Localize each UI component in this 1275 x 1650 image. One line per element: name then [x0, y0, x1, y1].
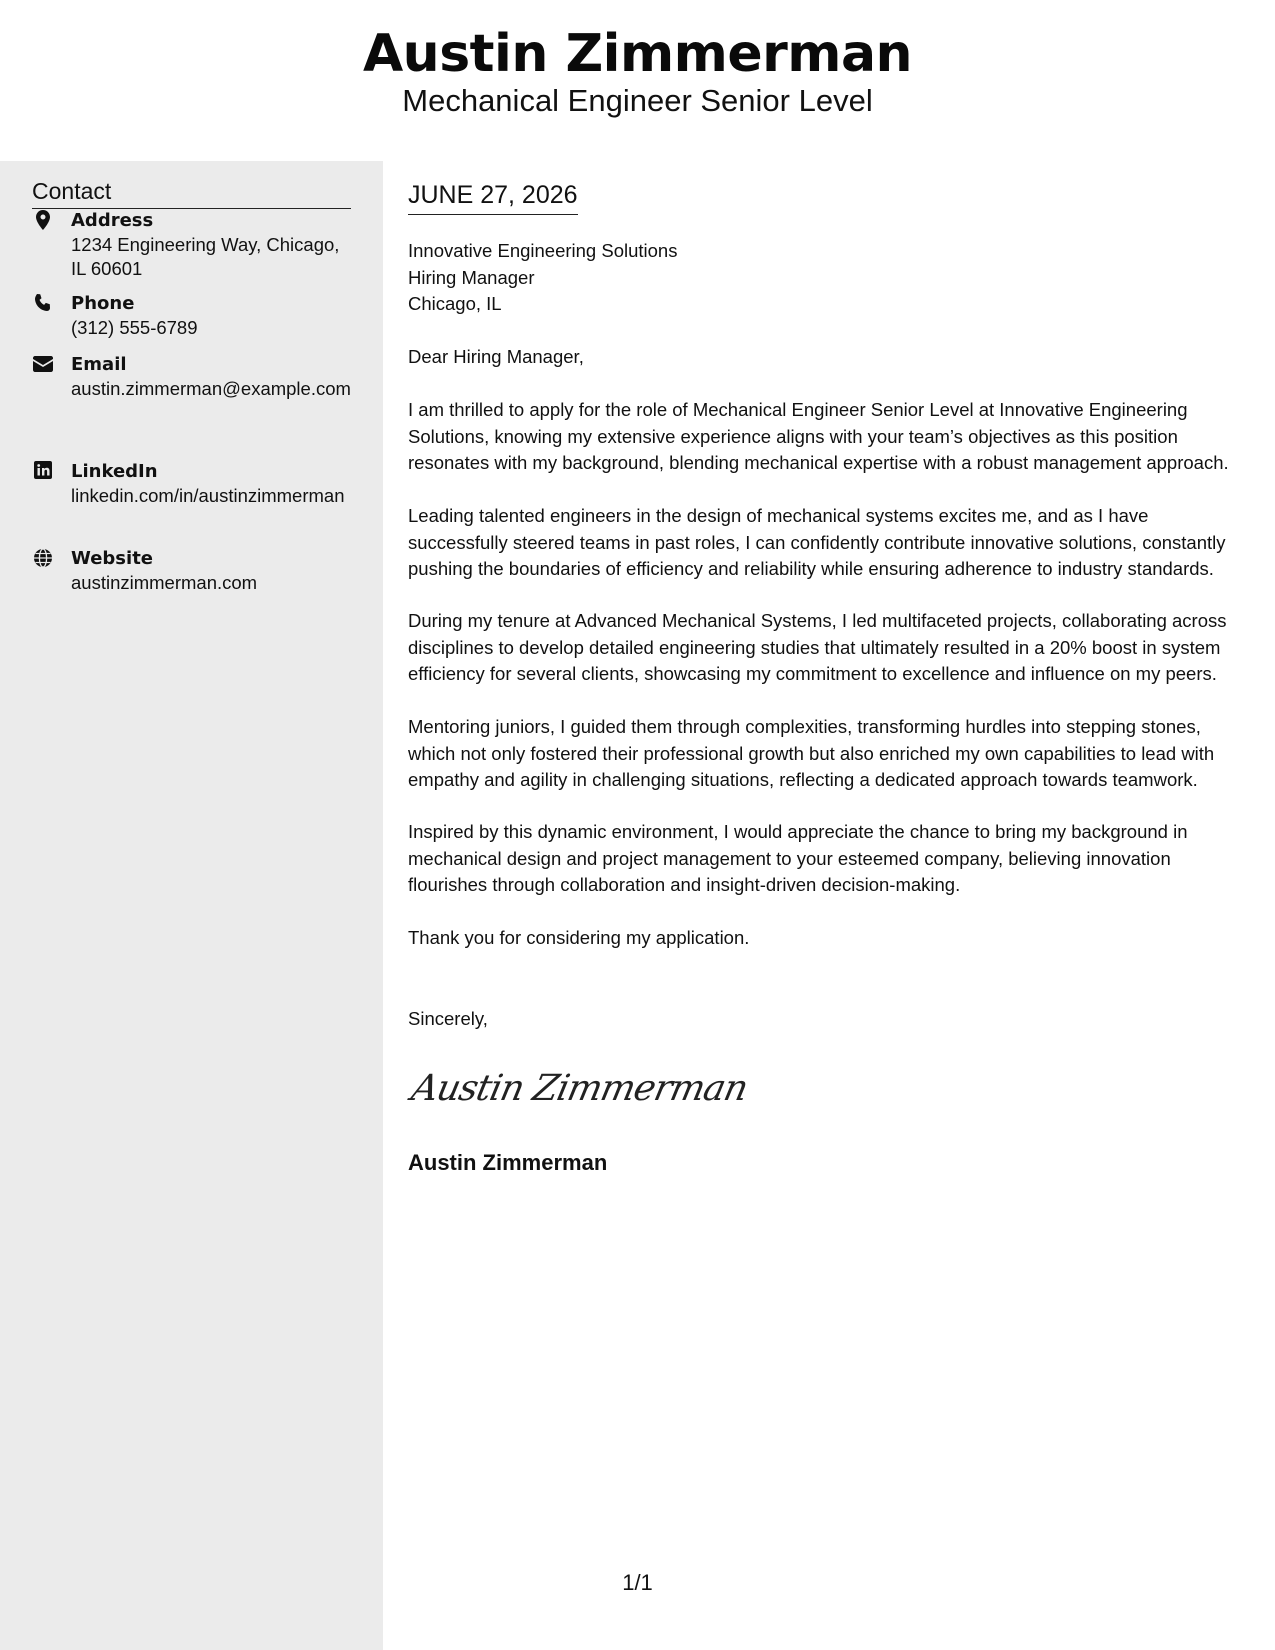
body-paragraph: I am thrilled to apply for the role of Mechanical Engineer Senior Level at Innovative Engineering Solutions, knowing my extensive experience aligns with your team’s objectives as this position resonates with my background, blending mechanical expertise with a robust management approach. [408, 399, 1229, 473]
contact-value-email: austin.zimmerman@example.com [71, 378, 351, 399]
contact-label: Email [71, 354, 127, 375]
contact-value-address: 1234 Engineering Way, Chicago, IL 60601 [71, 234, 340, 279]
recipient-role: Hiring Manager [408, 266, 535, 288]
body-paragraph: During my tenure at Advanced Mechanical Systems, I led multifaceted projects, collaborating across disciplines to develop detailed engineering studies that ultimately resulted in a 20% boost in system efficiency for several clients, showcasing my commitment to excellence and influence on my peers. [408, 610, 1227, 684]
contact-value-phone: (312) 555-6789 [71, 317, 198, 338]
svg-text:Austin Zimmerman: Austin Zimmerman [408, 1066, 752, 1109]
body-paragraph: Mentoring juniors, I guided them through complexities, transforming hurdles into stepping stones, which not only fostered their professional growth but also enriched my own capabilities to lead with empathy and agility in challenging situations, reflecting a dedicated approach towards teamwork. [408, 716, 1215, 790]
phone-icon [32, 293, 54, 315]
recipient-block [408, 238, 1248, 318]
contact-label: Address [71, 210, 154, 231]
recipient-company: Innovative Engineering Solutions [408, 240, 678, 261]
globe-icon [32, 548, 54, 570]
recipient-location: Chicago, IL [408, 293, 502, 314]
letter-header [0, 0, 1275, 160]
letter-date: JUNE 27, 2026 [408, 178, 578, 215]
linkedin-icon [32, 461, 54, 483]
contact-label: Phone [71, 293, 135, 314]
signer-name: Austin Zimmerman [408, 1150, 608, 1175]
handwritten-signature [408, 1062, 752, 1112]
contact-label: LinkedIn [71, 461, 158, 482]
contact-value-website: austinzimmerman.com [71, 572, 258, 593]
thanks-line: Thank you for considering my application. [408, 927, 750, 948]
map-pin-icon [32, 210, 54, 232]
page-number: 1/1 [622, 1570, 653, 1595]
envelope-icon [32, 354, 54, 376]
salutation: Dear Hiring Manager, [408, 346, 584, 367]
contact-value-linkedin: linkedin.com/in/austinzimmerman [71, 485, 345, 506]
body-paragraph: Leading talented engineers in the design of mechanical systems excites me, and as I have successfully steered teams in past roles, I can confidently contribute innovative solutions, constantly pushing the boundaries of efficiency and reliability while ensuring adherence to industry standards. [408, 505, 1226, 579]
applicant-name: Austin Zimmerman [362, 24, 913, 84]
contact-label: Website [71, 548, 154, 569]
closing: Sincerely, [408, 1008, 488, 1029]
applicant-job-title: Mechanical Engineer Senior Level [402, 83, 873, 118]
body-paragraph: Inspired by this dynamic environment, I would appreciate the chance to bring my background in mechanical design and project management to your esteemed company, believing innovation flourishes through collaboration and insight-driven decision-making. [408, 821, 1188, 895]
contact-heading: Contact [32, 176, 351, 209]
